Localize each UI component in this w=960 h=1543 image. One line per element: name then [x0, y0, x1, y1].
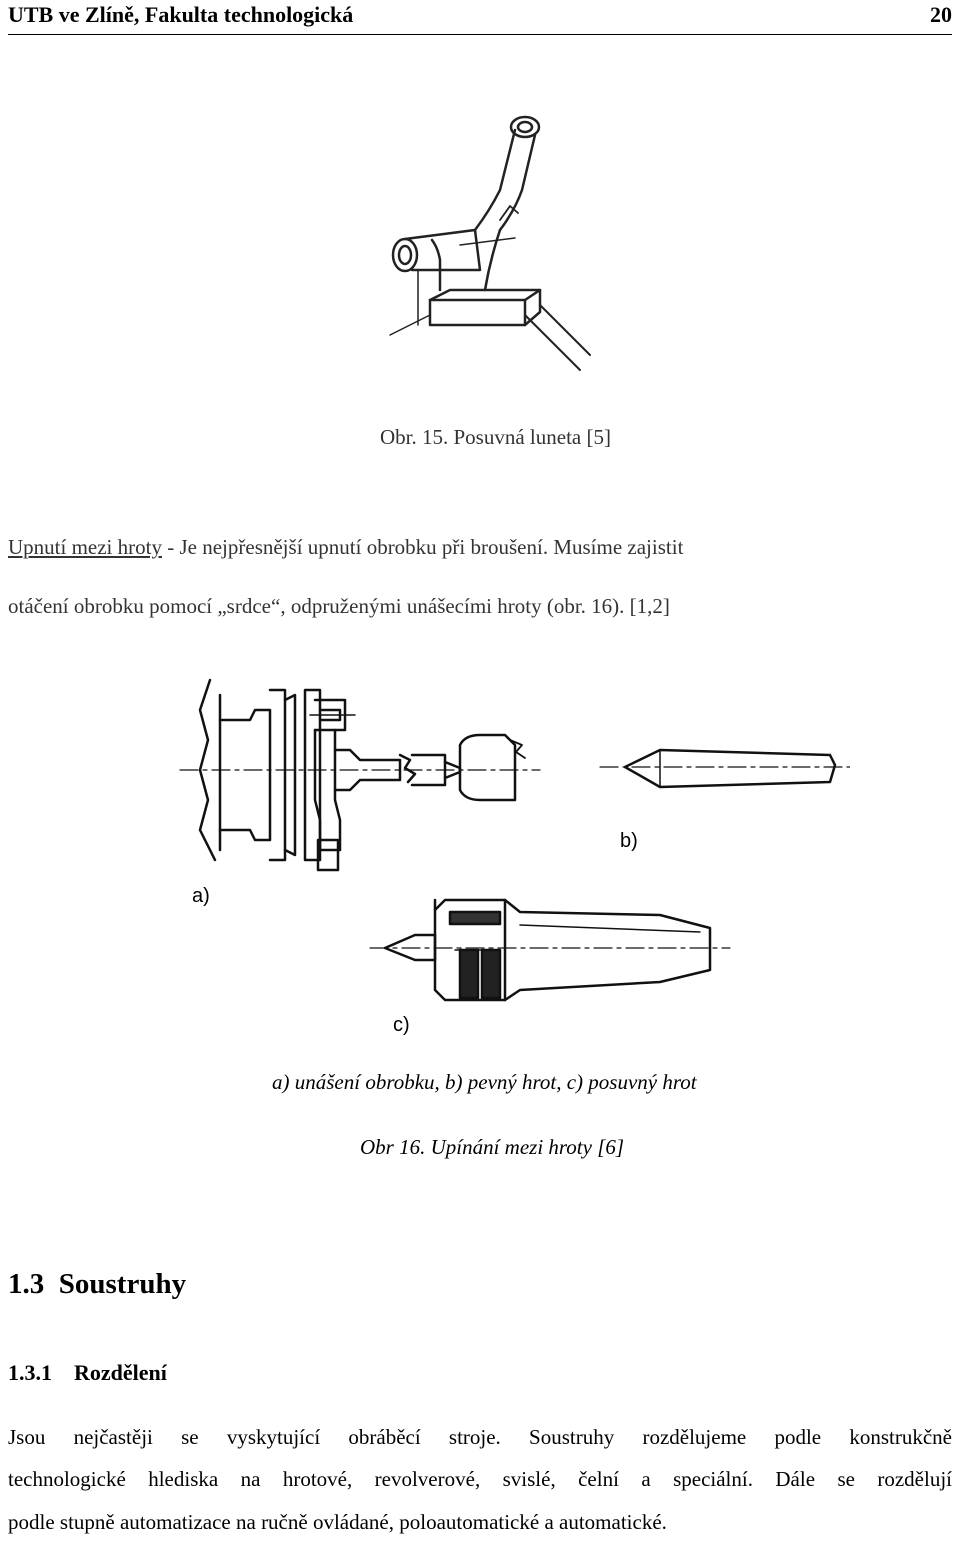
header-page-number: 20 — [930, 2, 952, 27]
section-heading — [8, 1268, 186, 1301]
figure-16-label-c: c) — [393, 1014, 410, 1036]
subsection-number: 1.3.1 — [8, 1360, 52, 1385]
body-line-3: podle stupně automatizace na ručně ovládané, poloautomatické a automatické. — [8, 1510, 667, 1534]
paragraph-clamping-line2: otáčení obrobku pomocí „srdce“, odpruženými unášecími hroty (obr. 16). [1,2] — [8, 594, 670, 618]
figure-16-label-a: a) — [192, 885, 210, 907]
subsection-title: Rozdělení — [74, 1360, 167, 1385]
subsection-heading — [8, 1360, 167, 1386]
header-institution: UTB ve Zlíně, Fakulta technologická — [8, 2, 354, 27]
section-title: Soustruhy — [58, 1268, 187, 1300]
figure-16-label-b: b) — [620, 830, 638, 852]
figure-15-caption: Obr. 15. Posuvná luneta [5] — [380, 425, 611, 449]
underlined-term: Upnutí mezi hroty — [8, 535, 162, 559]
figure-16-subcaption: a) unášení obrobku, b) pevný hrot, c) posuvný hrot — [272, 1070, 697, 1094]
page-header — [8, 0, 952, 35]
paragraph-line1-rest: - Je nejpřesnější upnutí obrobku při broušení. Musíme zajistit — [161, 535, 684, 559]
body-line-1: Jsou nejčastěji se vyskytující obráběcí stroje. Soustruhy rozdělujeme podle konstrukčně — [8, 1425, 952, 1449]
body-line-2: technologické hlediska na hrotové, revolverové, svislé, čelní a speciální. Dále se rozdělují — [8, 1467, 952, 1491]
paragraph-clamping-line1 — [8, 535, 683, 560]
figure-16-caption: Obr 16. Upínání mezi hroty [6] — [360, 1135, 625, 1159]
figure-15-steady-rest-drawing — [340, 80, 600, 380]
section-number: 1.3 — [8, 1268, 45, 1300]
figure-16-centers-drawing — [160, 650, 850, 1045]
